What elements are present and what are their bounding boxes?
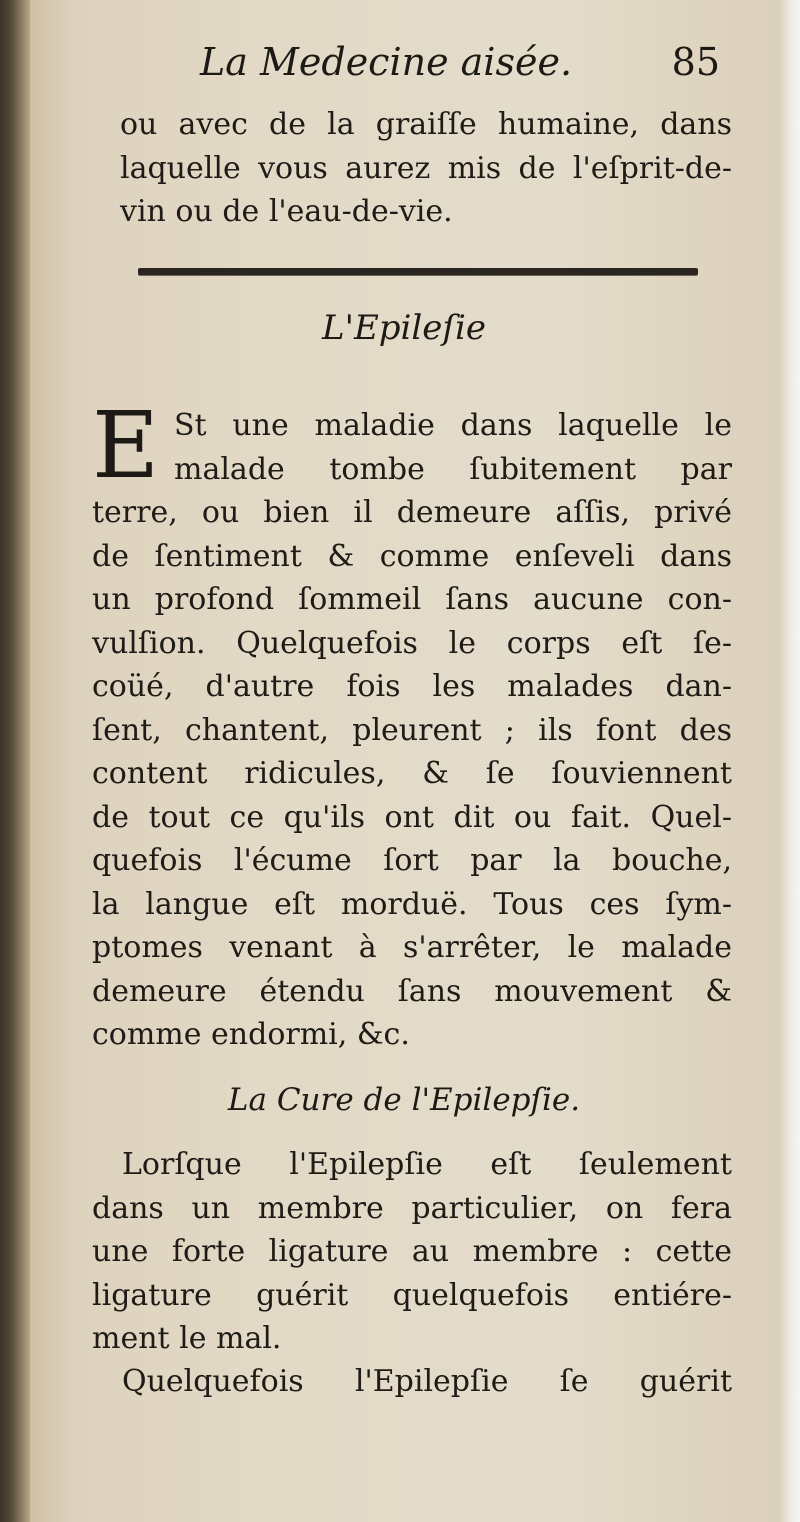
binding-shadow [0,0,30,1522]
running-title: La Medecine aisée. [200,40,573,84]
book-page [30,0,778,1522]
text-line: Quelquefois l'Epilepſie ſe guérit [122,1364,732,1399]
text-line: ſent, chantent, pleurent ; ils font des [92,712,732,748]
text-line: dans un membre particulier, on fera [92,1190,732,1226]
text-line: Lorſque l'Epilepſie eſt ſeulement [122,1147,732,1182]
section-title: L'Epileſie [322,308,486,348]
text-line: terre, ou bien il demeure aſſis, privé [92,495,732,530]
text-line: malade tombe ſubitement par [174,451,732,487]
text-line: laquelle vous aurez mis de l'eſprit-de- [120,150,732,186]
text-line: demeure étendu ſans mouvement & [92,973,732,1009]
text-line: ou avec de la graiſſe humaine, dans [120,107,732,142]
page-margin [778,0,800,1522]
text-line: un profond ſommeil ſans aucune con- [92,582,732,617]
text-line: comme endormi, &c. [92,1017,410,1052]
text-line: vin ou de l'eau-de-vie. [120,194,453,229]
carryover-paragraph [120,103,732,234]
text-line: St une maladie dans laquelle le [174,408,732,443]
page-number: 85 [671,40,720,84]
final-paragraph [92,1360,732,1404]
cure-paragraph [92,1143,732,1361]
definition-paragraph [92,392,732,1057]
text-line: de tout ce qu'ils ont dit ou fait. Quel- [92,799,732,835]
text-line: vulſion. Quelquefois le corps eſt ſe- [92,625,732,661]
text-line: ptomes venant à s'arrêter, le malade [92,930,732,965]
text-line: ment le mal. [92,1321,282,1356]
text-line: de ſentiment & comme enſeveli dans [92,538,732,574]
text-line: content ridicules, & ſe ſouviennent [92,756,732,791]
section-divider [138,268,698,275]
text-line: la langue eſt morduë. Tous ces ſym- [92,886,732,922]
text-line: une forte ligature au membre : cette [92,1234,732,1269]
text-line: coüé, d'autre fois les malades dan- [92,669,732,704]
subheading: La Cure de l'Epilepſie. [227,1082,581,1118]
drop-cap: E [92,392,160,499]
text-line: ligature guérit quelquefois entiére- [92,1277,732,1313]
text-line: quefois l'écume ſort par la bouche, [92,843,732,878]
